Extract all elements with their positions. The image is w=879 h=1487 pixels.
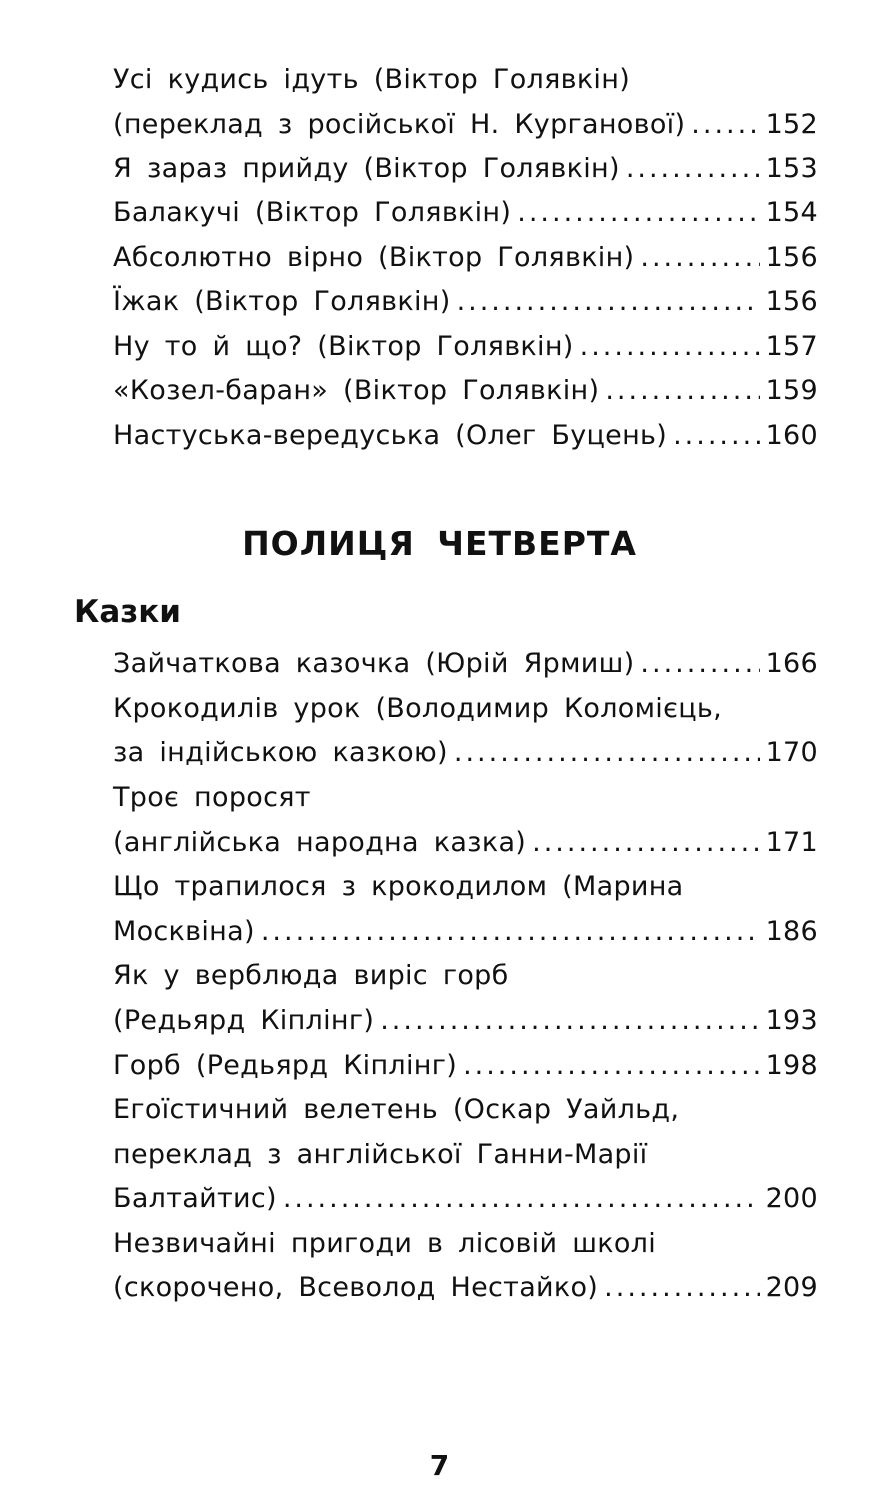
shelf-title: ПОЛИЦЯ ЧЕТВЕРТА — [242, 524, 637, 563]
toc-entry-page: 156 — [765, 286, 818, 317]
toc-leader-dots — [640, 238, 759, 278]
toc-entry-title: Абсолютно вірно (Віктор Голявкін) — [113, 242, 635, 273]
toc-entry — [113, 1046, 818, 1086]
toc-entry — [113, 733, 818, 773]
toc-leader-dots — [626, 149, 760, 189]
toc-leader-dots — [580, 327, 760, 367]
toc-entry-page: 198 — [765, 1050, 818, 1081]
toc-entry-page: 193 — [765, 1005, 818, 1036]
toc-leader-dots — [640, 644, 759, 684]
toc-entry-title: «Козел-баран» (Віктор Голявкін) — [113, 375, 600, 406]
toc-entry-page: 160 — [765, 420, 818, 451]
toc-entry-title: Зайчаткова казочка (Юрій Ярмиш) — [113, 648, 635, 679]
toc-entry — [113, 238, 818, 278]
toc-entry-title: Егоїстичний велетень (Оскар Уайльд, — [113, 1094, 680, 1125]
toc-entry-title: за індійською казкою) — [113, 737, 448, 768]
toc-entry-page: 200 — [765, 1183, 818, 1214]
toc-entry — [113, 371, 818, 411]
toc-entry-title: Ну то й що? (Віктор Голявкін) — [113, 331, 574, 362]
toc-entry — [113, 823, 818, 863]
toc-entry-page: 186 — [765, 916, 818, 947]
toc-entry-title: Я зараз прийду (Віктор Голявкін) — [113, 153, 620, 184]
toc-entry — [113, 912, 818, 952]
toc-entry-title: Їжак (Віктор Голявкін) — [113, 286, 451, 317]
toc-entry — [113, 149, 818, 189]
toc-entry — [113, 60, 818, 100]
toc-leader-dots — [261, 912, 760, 952]
toc-entry — [113, 1179, 818, 1219]
toc-entry — [113, 327, 818, 367]
toc-entry-title: Горб (Редьярд Кіплінг) — [113, 1050, 458, 1081]
toc-entry-page: 171 — [765, 827, 818, 858]
toc-entry — [113, 644, 818, 684]
toc-entry-page: 154 — [765, 197, 818, 228]
toc-entry-title: Крокодилів урок (Володимир Коломієць, — [113, 693, 722, 724]
toc-entry-page: 209 — [765, 1272, 818, 1303]
toc-entry-title: Троє поросят — [113, 782, 311, 813]
toc-entry-title: Москвіна) — [113, 916, 255, 947]
toc-leader-dots — [605, 371, 759, 411]
toc-entry — [113, 105, 818, 145]
toc-entry-title: (скорочено, Всеволод Нестайко) — [113, 1272, 599, 1303]
toc-entry — [113, 778, 818, 818]
toc-entry-title: Балтайтис) — [113, 1183, 277, 1214]
toc-entry — [113, 1268, 818, 1308]
toc-leader-dots — [463, 1046, 760, 1086]
toc-entry-title: Балакучі (Віктор Голявкін) — [113, 197, 512, 228]
toc-leader-dots — [691, 105, 759, 145]
toc-leader-dots — [283, 1179, 760, 1219]
toc-entry — [113, 1090, 818, 1130]
toc-entry-title: Настуська-вередуська (Олег Буцень) — [113, 420, 668, 451]
toc-entry-title: Що трапилося з крокодилом (Марина — [113, 871, 684, 902]
toc-entry — [113, 1135, 818, 1175]
toc-entry — [113, 193, 818, 233]
toc-leader-dots — [604, 1268, 759, 1308]
toc-entry-page: 152 — [765, 109, 818, 140]
toc-leader-dots — [673, 416, 759, 456]
toc-entry-title: переклад з англійської Ганни-Марії — [113, 1139, 648, 1170]
toc-entry-page: 153 — [765, 153, 818, 184]
toc-leader-dots — [457, 282, 760, 322]
toc-entry — [113, 1001, 818, 1041]
toc-entry-title: Як у верблюда виріс горб — [113, 960, 509, 991]
toc-entry-title: (переклад з російської Н. Курганової) — [113, 109, 686, 140]
section-title: Казки — [74, 594, 182, 630]
toc-entry — [113, 689, 818, 729]
toc-leader-dots — [517, 193, 759, 233]
toc-entry-page: 156 — [765, 242, 818, 273]
toc-entry-page: 170 — [765, 737, 818, 768]
toc-entry-title: (англійська народна казка) — [113, 827, 527, 858]
toc-entry — [113, 416, 818, 456]
toc-entry-page: 166 — [765, 648, 818, 679]
toc-entry-title: (Редьярд Кіплінг) — [113, 1005, 375, 1036]
toc-entry — [113, 1224, 818, 1264]
toc-entry-page: 157 — [765, 331, 818, 362]
toc-entry — [113, 867, 818, 907]
toc-entry-page: 159 — [765, 375, 818, 406]
toc-entry — [113, 956, 818, 996]
toc-leader-dots — [454, 733, 760, 773]
toc-leader-dots — [532, 823, 759, 863]
toc-entry-title: Усі кудись ідуть (Віктор Голявкін) — [113, 64, 631, 95]
toc-entry-title: Незвичайні пригоди в лісовій школі — [113, 1228, 657, 1259]
toc-leader-dots — [380, 1001, 759, 1041]
toc-entry — [113, 282, 818, 322]
page-number: 7 — [429, 1449, 450, 1482]
